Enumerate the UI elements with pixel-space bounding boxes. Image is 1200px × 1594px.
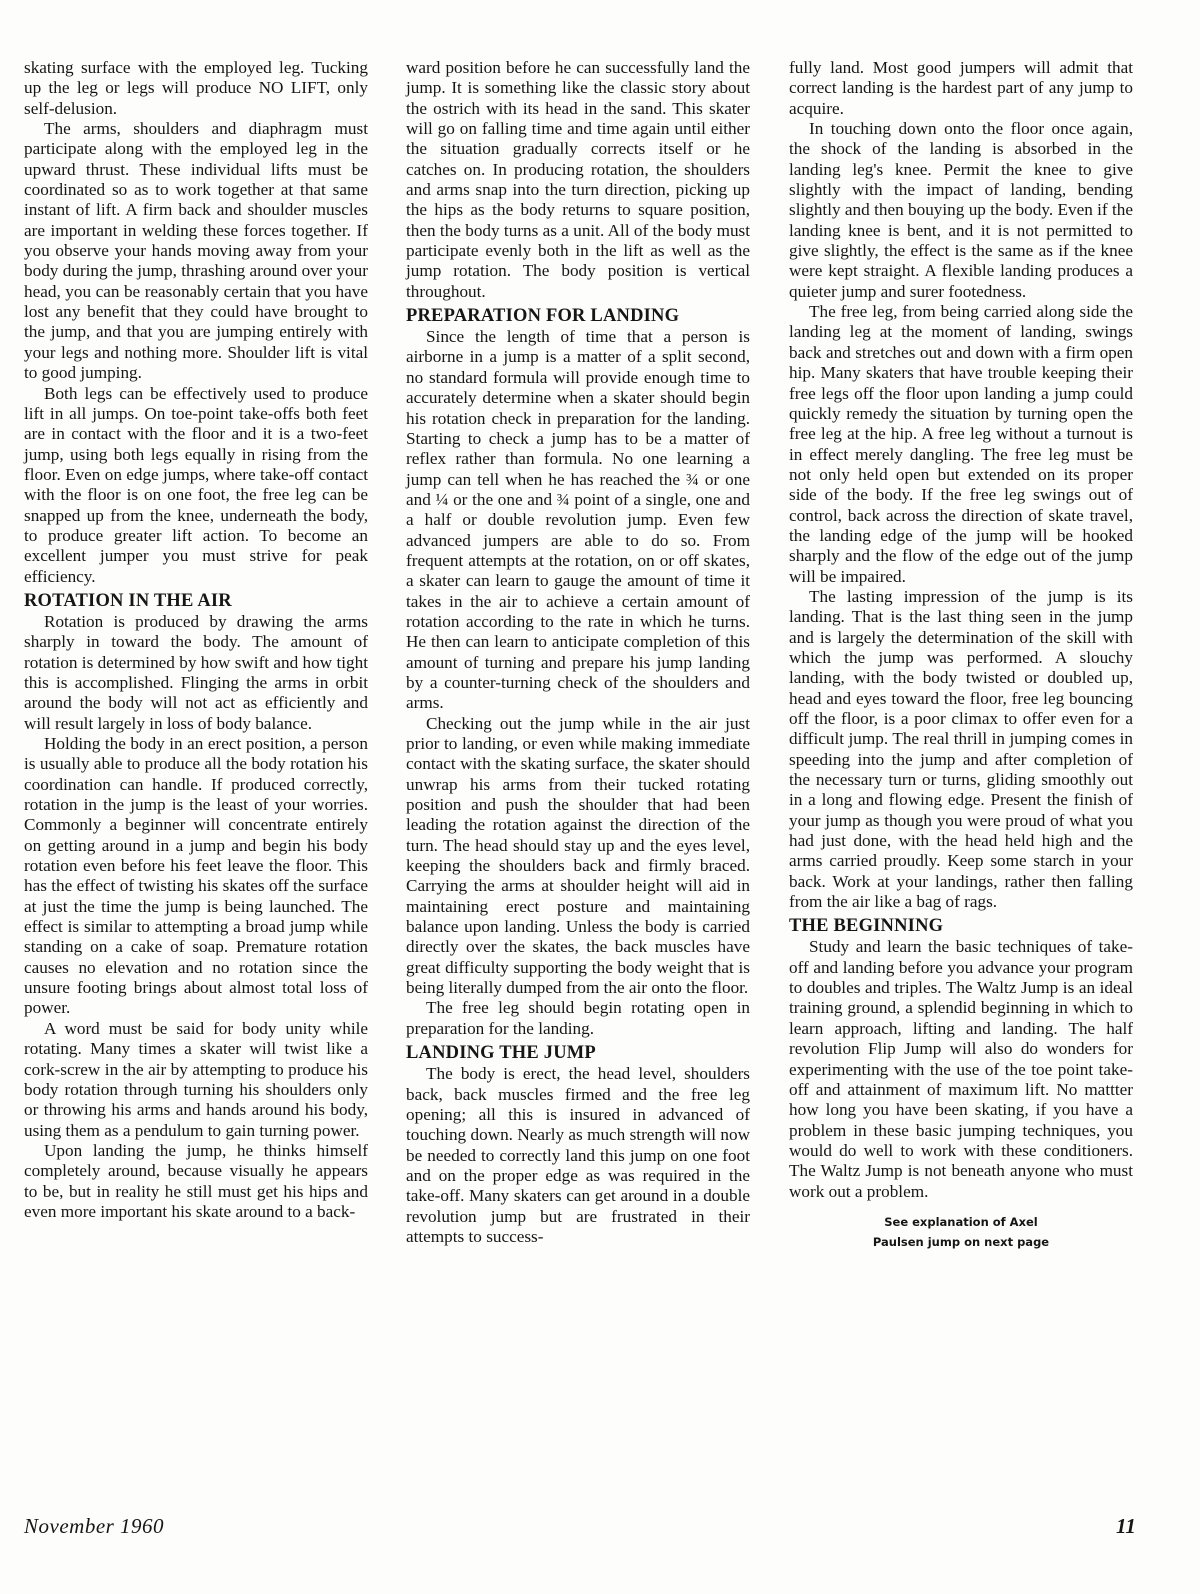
paragraph: Holding the body in an erect position, a person is usually able to produce all the body rotation his coordination can handle. If produced correctly, rotation in the jump is the least of your worries. Commonly a beginner will concentrate entirely on getting around in a jump and begin his body rotation even before his feet leave the floor. This has the effect of twisting his skates off the surface at just the time the jump is being launched. The effect is similar to attempting a broad jump while standing on a cake of soap. Premature rotation causes no elevation and no rotation since the unsure footing brings about almost total loss of power.	[24, 734, 368, 1018]
paragraph: skating surface with the employed leg. Tucking up the leg or legs will produce NO LIFT, only self-delusion.	[24, 58, 368, 118]
paragraph: Since the length of time that a person is airborne in a jump is a matter of a split second, no standard formula will provide enough time to accurately determine when a skater should begin his rotation check in preparation for the landing. Starting to check a jump has to be a matter of reflex rather than formula. No one learning a jump can tell when he has reached the ¾ or one and ¼ or the one and ¾ point of a single, one and a half or double revolution jump. Even few advanced jumpers are able to do so. From frequent attempts at the rotation, on or off skates, a skater can learn to gauge the amount of time it takes in the air to achieve a certain amount of rotation according to the rate in which he turns. He then can learn to anticipate completion of this amount of turning and prepare his jump landing by a counter-turning check of the shoulders and arms.	[406, 327, 750, 713]
paragraph: In touching down onto the floor once again, the shock of the landing is absorbed in the landing leg's knee. Permit the knee to give slightly with the impact of landing, bending slightly and then bouying up the body. Even if the landing knee is bent, and it is not permitted to give slightly, the effect is the same as if the knee were kept straight. A flexible landing produces a quieter jump and surer footedness.	[789, 119, 1133, 301]
paragraph: Both legs can be effectively used to produce lift in all jumps. On toe-point take-offs both feet are in contact with the floor and it is a two-feet jump, using both legs equally in rising from the floor. Even on edge jumps, where take-off contact with the floor is on one foot, the free leg can be snapped up from the knee, underneath the body, to produce greater lift action. To become an excellent jumper you must strive for peak efficiency.	[24, 383, 368, 586]
column-3	[789, 58, 1133, 1252]
section-heading-beginning: THE BEGINNING	[789, 916, 944, 937]
paragraph: ward position before he can successfully land the jump. It is something like the classic story about the ostrich with its head in the sand. This skater will go on falling time and time again until either the situation gradually corrects itself or he catches on. In producing rotation, the shoulders and arms snap into the turn direction, picking up the hips as the body returns to square position, then the body turns as a unit. All of the body must participate evenly both in the lift as well as the jump rotation. The body position is vertical throughout.	[406, 58, 750, 301]
paragraph: The free leg, from being carried along side the landing leg at the moment of landing, swings back and stretches out and down with a firm open hip. Many skaters that have trouble keeping their free legs off the floor upon landing a jump could quickly remedy the situation by turning open the free leg at the hip. A free leg without a turnout is in effect merely dangling. The free leg must be not only held open but extended on its proper side of the body. If the free leg swings out of control, back across the direction of skate travel, the landing edge of the jump will be hooked sharply and the flow of the edge out of the jump will be impaired.	[789, 302, 1133, 586]
page-number: 11	[1116, 1514, 1136, 1538]
continuation-note-line-2: Paulsen jump on next page	[872, 1234, 1050, 1249]
paragraph: The arms, shoulders and diaphragm must participate along with the employed leg in the upward thrust. These individual lifts must be coordinated so as to work together at that same instant of lift. A firm back and shoulder muscles are important in welding these forces together. If you observe your hands moving away from your body during the jump, thrashing around over your head, you can be reasonably certain that you have lost any benefit that they could have brought to the jump, and that you are jumping entirely with your legs and nothing more. Shoulder lift is vital to good jumping.	[24, 119, 368, 383]
paragraph: A word must be said for body unity while rotating. Many times a skater will twist like a cork-screw in the air by attempting to produce his body rotation through turning his shoulders only or throwing his arms and hands around his body, using them as a pendulum to gain turning power.	[24, 1018, 368, 1140]
section-heading-landing: LANDING THE JUMP	[406, 1043, 596, 1064]
continuation-note	[789, 1212, 1133, 1252]
column-1	[24, 58, 368, 1222]
section-heading-rotation: ROTATION IN THE AIR	[24, 590, 232, 611]
paragraph: Study and learn the basic techniques of take-off and landing before you advance your program to doubles and triples. The Waltz Jump is an ideal training ground, a splendid beginning in which to learn approach, lifting and landing. The half revolution Flip Jump will also do wonders for experimenting with the use of the toe point take-off and attainment of maximum lift. No mattter how long you have been skating, if you have a problem in these basic jumping techniques, you would do well to work with these conditioners. The Waltz Jump is not beneath anyone who must work out a problem.	[789, 937, 1133, 1201]
column-2	[406, 58, 750, 1247]
paragraph: The body is erect, the head level, shoulders back, back muscles firmed and the free leg opening; all this is insured in advanced of touching down. Nearly as much strength will now be needed to correctly land this jump on one foot and on the proper edge as was required in the take-off. Many skaters can get around in a double revolution jump but are frustrated in their attempts to success-	[406, 1064, 750, 1246]
continuation-note-line-1: See explanation of Axel	[884, 1214, 1038, 1229]
paragraph: fully land. Most good jumpers will admit that correct landing is the hardest part of any jump to acquire.	[789, 58, 1133, 118]
section-heading-preparation: PREPARATION FOR LANDING	[406, 306, 680, 327]
paragraph: The free leg should begin rotating open in preparation for the landing.	[406, 998, 750, 1038]
paragraph: Upon landing the jump, he thinks himself completely around, because visually he appears to be, but in reality he still must get his hips and even more important his skate around to a back-	[24, 1140, 368, 1221]
issue-date: November 1960	[24, 1514, 165, 1538]
paragraph: The lasting impression of the jump is its landing. That is the last thing seen in the jump and is largely the determination of the skill with which the jump was performed. A slouchy landing, with the body twisted or doubled up, head and eyes toward the floor, free leg bouncing off the floor, is a poor climax to offer even for a difficult jump. The real thrill in jumping comes in speeding into the jump and after completion of the necessary turn or turns, gliding smoothly out in a long and flowing edge. Present the finish of your jump as though you were proud of what you had just done, with the head held high and the arms carried proudly. Keep some starch in your back. Work at your landings, rather then falling from the air like a bag of rags.	[789, 586, 1133, 912]
paragraph: Rotation is produced by drawing the arms sharply in toward the body. The amount of rotation is determined by how swift and how tight this is accomplished. Flinging the arms in orbit around the body will not act as efficiently and will result largely in loss of body balance.	[24, 611, 368, 733]
paragraph: Checking out the jump while in the air just prior to landing, or even while making immediate contact with the skating surface, the skater should unwrap his arms from their tucked rotating position and push the shoulder that had been leading the rotation against the direction of the turn. The head should stay up and the eyes level, keeping the shoulders back and firmly braced. Carrying the arms at shoulder height will aid in maintaining erect posture and maintaining balance upon landing. Unless the body is carried directly over the skates, the back muscles have great difficulty supporting the body weight that is being literally dumped from the air onto the floor.	[406, 713, 750, 998]
